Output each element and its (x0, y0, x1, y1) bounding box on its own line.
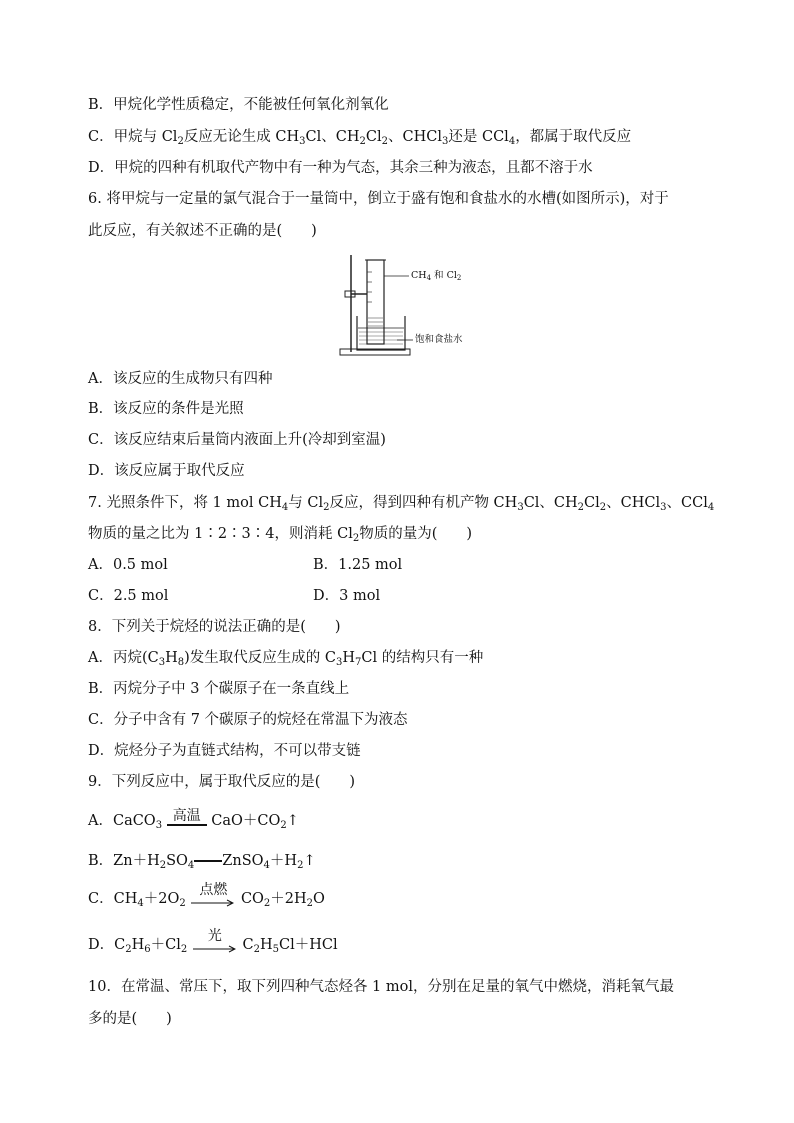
q7-option-c: C．2.5 mol (88, 588, 169, 604)
q5-option-d: D．甲烷的四种有机取代产物中有一种为气态，其余三种为液态，且都不溶于水 (88, 160, 593, 176)
q5-option-b: B．甲烷化学性质稳定，不能被任何氧化剂氧化 (88, 97, 389, 113)
q9-option-a: A．CaCO$_3$ 高温 $CaO+CO_2↑$ (88, 808, 299, 831)
reaction-arrow-c (190, 898, 234, 908)
q7-option-a: A．0.5 mol (88, 557, 168, 573)
q6-option-a: A．该反应的生成物只有四种 (88, 371, 273, 387)
q6-stem-line2: 此反应，有关叙述不正确的是( ) (88, 223, 317, 239)
q6-option-c: C．该反应结束后量筒内液面上升(冷却到室温) (88, 432, 386, 448)
q8-option-d: D．烷烃分子为直链式结构，不可以带支链 (88, 743, 361, 759)
q6-option-d: D．该反应属于取代反应 (88, 463, 245, 479)
q9-option-d: D．$C_2H_6+Cl_2$ 光 $C_2H_5Cl+HCl$ (88, 928, 338, 955)
brine-label: 饱和食盐水 (415, 334, 463, 345)
q7-option-d: D．3 mol (313, 588, 381, 604)
q5-option-c: C．甲烷与 $Cl_2$反应无论生成 $CH_3Cl$、$CH_2Cl_2$、CHCl$_3$还是 CCl$_4$，都属于取代反应 (88, 129, 632, 147)
q8-option-a: A．丙烷$(C_3H_8)$发生取代反应生成的 $C_3H_7Cl$ 的结构只有一种 (88, 650, 484, 668)
gas-label: $CH_4$ 和 $Cl_2$ (411, 270, 462, 282)
apparatus-figure (337, 252, 487, 358)
q8-option-b: B．丙烷分子中 3 个碳原子在一条直线上 (88, 681, 350, 697)
q9-option-c: C．$CH_4+2O_2$ 点燃 $CO_2+2H_2O$ (88, 882, 325, 909)
q8-option-c: C．分子中含有 7 个碳原子的烷烃在常温下为液态 (88, 712, 408, 728)
q9-option-b: B．$Zn+H_2SO_4$ $ZnSO_4+H_2↑$ (88, 853, 316, 871)
q10-stem-line2: 多的是( ) (88, 1011, 172, 1027)
q8-stem: 8．下列关于烷烃的说法正确的是( ) (88, 619, 341, 635)
q10-stem-line1: 10．在常温、常压下，取下列四种气态烃各 1 mol，分别在足量的氧气中燃烧，消耗氧气最 (88, 979, 675, 995)
q9-stem: 9．下列反应中，属于取代反应的是( ) (88, 774, 356, 790)
reaction-arrow-d (192, 944, 236, 954)
q7-stem-line1: 7. 光照条件下，将 1 mol $CH_4$与 $Cl_2$反应，得到四种有机产物 $CH_3Cl$、$CH_2Cl_2$、CHCl$_3$、CCl$_4$ (88, 495, 715, 513)
apparatus-drawing (337, 252, 487, 358)
q6-option-b: B．该反应的条件是光照 (88, 401, 244, 417)
q7-option-b: B．1.25 mol (313, 557, 403, 573)
q7-stem-line2: 物质的量之比为 1∶2∶3∶4，则消耗 $Cl_2$物质的量为( ) (88, 526, 473, 544)
q6-stem-line1: 6. 将甲烷与一定量的氯气混合于一量筒中，倒立于盛有饱和食盐水的水槽(如图所示)，对于 (88, 191, 669, 207)
